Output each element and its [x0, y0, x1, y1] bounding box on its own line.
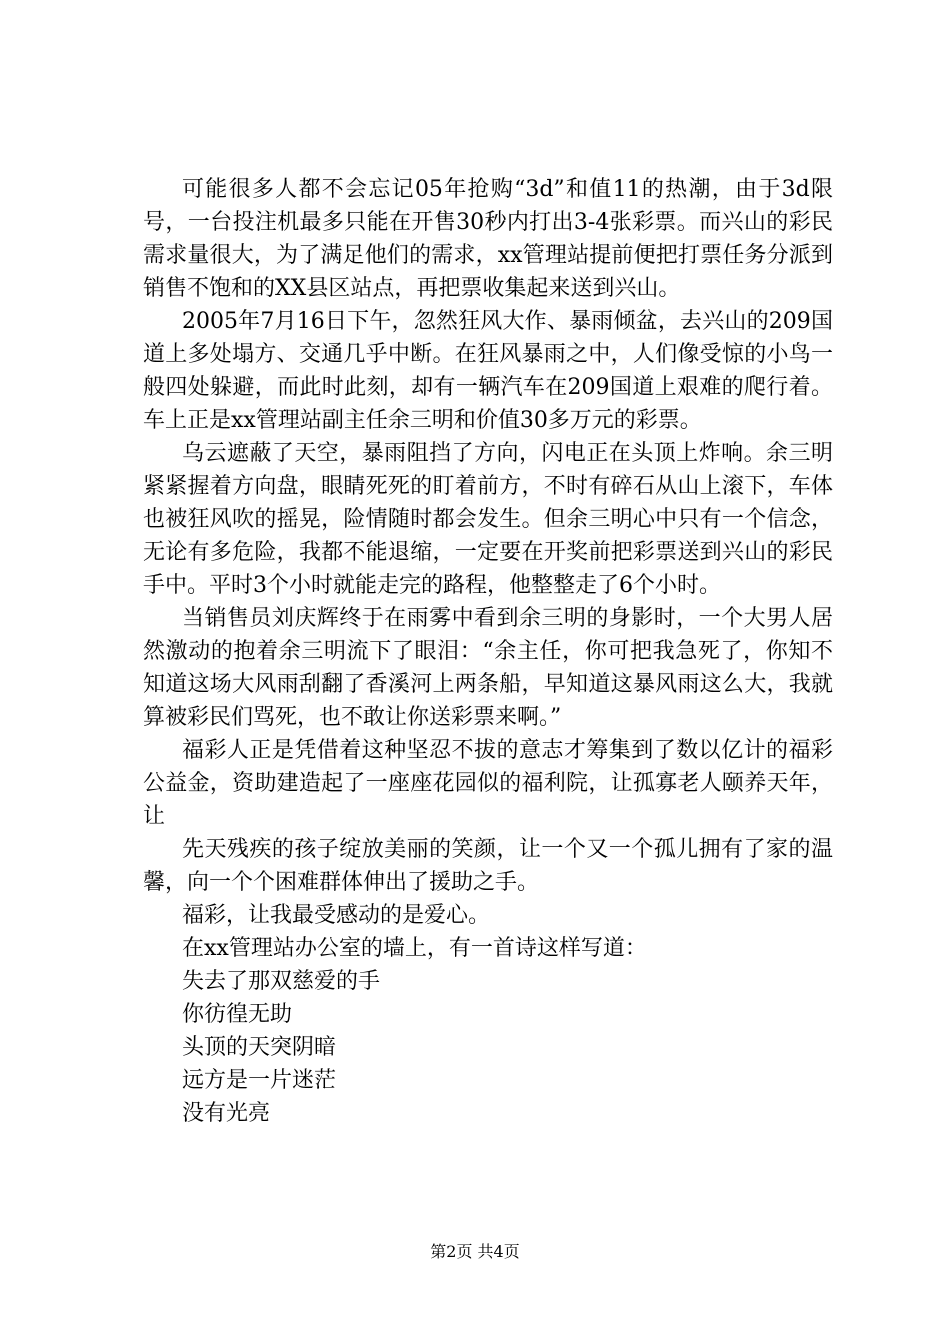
- paragraph-arrival: 当销售员刘庆辉终于在雨雾中看到余三明的身影时，一个大男人居然激动的抱着余三明流下了眼泪：“余主任，你可把我急死了，你知不知道这场大风雨刮翻了香溪河上两条船，早知道这暴风雨这么大，我就算被彩民们骂死，也不敢让你送彩票来啊。”: [143, 606, 833, 730]
- page-number: 第2页 共4页: [430, 1242, 520, 1261]
- paragraph-poem-intro: 在xx管理站办公室的墙上，有一首诗这样写道：: [182, 936, 647, 961]
- poem-line: 你彷徨无助: [182, 1002, 293, 1027]
- paragraph-children: 先天残疾的孩子绽放美丽的笑颜，让一个又一个孤儿拥有了家的温馨，向一个个困难群体伸出了援助之手。: [143, 837, 833, 895]
- paragraph-dangerous-road: 乌云遮蔽了天空，暴雨阻挡了方向，闪电正在头顶上炸响。余三明紧紧握着方向盘，眼睛死死的盯着前方，不时有碎石从山上滚下，车体也被狂风吹的摇晃，险情随时都会发生。但余三明心中只有一个信念，无论有多危险，我都不能退缩，一定要在开奖前把彩票送到兴山的彩民手中。平时3个小时就能走完的路程，他整整走了6个小时。: [143, 441, 833, 598]
- poem-line: 没有光亮: [182, 1101, 271, 1126]
- poem: [143, 965, 833, 1130]
- poem-line: 远方是一片迷茫: [182, 1068, 337, 1093]
- poem-line: 失去了那双慈爱的手: [182, 969, 381, 994]
- page-footer: [0, 1240, 950, 1264]
- paragraph-storm-journey: 2005年7月16日下午，忽然狂风大作、暴雨倾盆，去兴山的209国道上多处塌方、交通几乎中断。在狂风暴雨之中，人们像受惊的小鸟一般四处躲避，而此时此刻，却有一辆汽车在209国道上艰难的爬行着。车上正是xx管理站副主任余三明和价值30多万元的彩票。: [143, 309, 833, 433]
- document-body: [143, 173, 833, 1130]
- paragraph-lottery-rush: 可能很多人都不会忘记05年抢购“3d”和值11的热潮，由于3d限号，一台投注机最多只能在开售30秒内打出3-4张彩票。而兴山的彩民需求量很大，为了满足他们的需求，xx管理站提前便把打票任务分派到销售不饱和的XX县区站点，再把票收集起来送到兴山。: [143, 177, 833, 301]
- paragraph-love: 福彩，让我最受感动的是爱心。: [182, 903, 491, 928]
- poem-line: 头顶的天突阴暗: [182, 1035, 337, 1060]
- paragraph-welfare-fund: 福彩人正是凭借着这种坚忍不拔的意志才筹集到了数以亿计的福彩公益金，资助建造起了一座座花园似的福利院，让孤寡老人颐养天年，让: [143, 738, 833, 829]
